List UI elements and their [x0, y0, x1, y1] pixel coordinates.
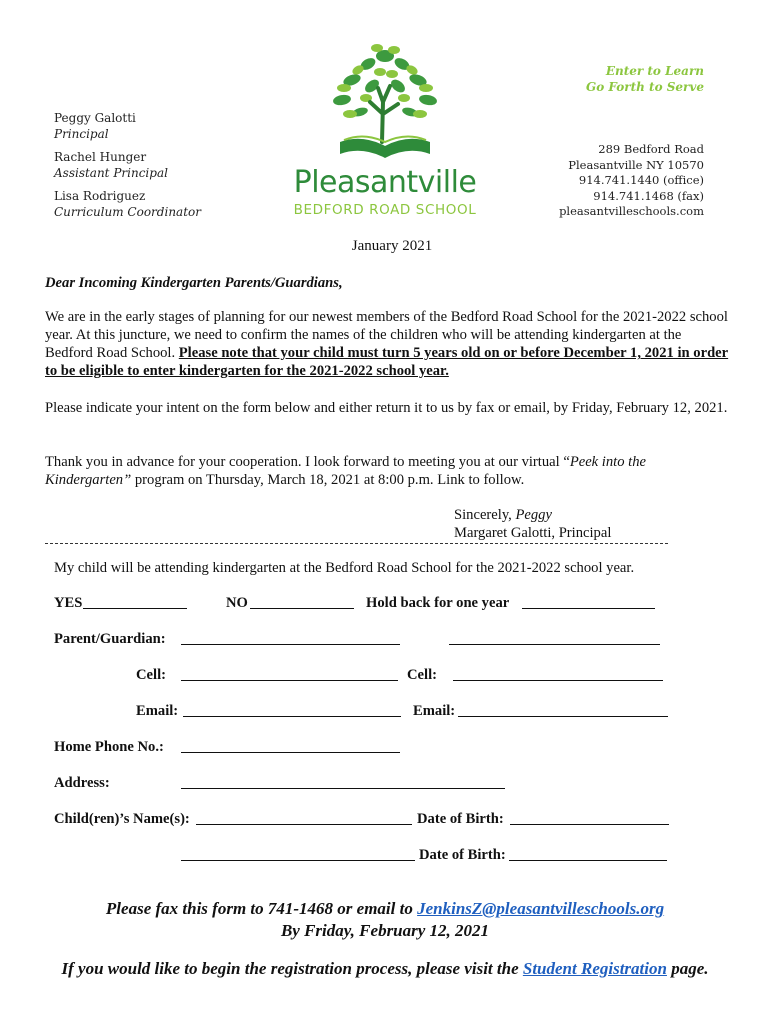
cell-label-2: Cell: — [407, 667, 437, 683]
dob-field-1[interactable] — [510, 824, 669, 825]
letter-paragraph-3 — [45, 453, 730, 489]
yes-label: YES — [54, 595, 83, 611]
cell-field-1[interactable] — [181, 680, 398, 681]
no-field[interactable] — [250, 608, 354, 609]
school-motto — [586, 63, 704, 95]
cell-field-2[interactable] — [453, 680, 663, 681]
registration-text: If you would like to begin the registration process, please visit the — [61, 959, 523, 978]
cell-label-1: Cell: — [136, 667, 166, 683]
email-label-1: Email: — [136, 703, 179, 719]
parent-guardian-label: Parent/Guardian: — [54, 631, 166, 647]
email-field-1[interactable] — [183, 716, 401, 717]
website: pleasantvilleschools.com — [559, 204, 704, 218]
parent-guardian-field-2[interactable] — [449, 644, 660, 645]
dob-label-2: Date of Birth: — [419, 847, 506, 863]
letter-greeting: Dear Incoming Kindergarten Parents/Guardians, — [45, 275, 343, 291]
email-label-2: Email: — [413, 703, 456, 719]
children-names-label: Child(ren)’s Name(s): — [54, 811, 190, 827]
motto-line: Go Forth to Serve — [585, 80, 704, 94]
child-name-field-2[interactable] — [181, 860, 415, 861]
address-label: Address: — [54, 775, 110, 791]
signature-block — [454, 506, 611, 542]
address-line: 289 Bedford Road — [598, 142, 704, 156]
school-logo-name: Pleasantville — [293, 165, 477, 200]
fax-instructions — [0, 898, 770, 942]
signer-name: Margaret Galotti, Principal — [454, 525, 612, 541]
holdback-label: Hold back for one year — [366, 595, 510, 611]
no-label: NO — [226, 595, 248, 611]
staff-role: Principal — [54, 127, 109, 141]
paragraph-text: program on Thursday, March 18, 2021 at 8:00 p.m. Link to follow. — [131, 472, 525, 488]
staff-name: Lisa Rodriguez — [54, 189, 146, 203]
form-intro: My child will be attending kindergarten at the Bedford Road School for the 2021-2022 school year. — [54, 560, 635, 576]
yes-field[interactable] — [83, 608, 187, 609]
staff-name: Rachel Hunger — [54, 150, 147, 164]
holdback-field[interactable] — [522, 608, 655, 609]
deadline: By Friday, February 12, 2021 — [280, 921, 490, 940]
letter-paragraph-1 — [45, 308, 730, 380]
sign-off: Sincerely, — [454, 507, 512, 523]
student-registration-link[interactable]: Student Registration — [522, 959, 667, 978]
staff-role: Assistant Principal — [54, 166, 168, 180]
motto-line: Enter to Learn — [605, 64, 704, 78]
staff-list — [54, 110, 201, 220]
eligibility-note: Please note that your child must turn 5 years old on or before December 1, 2021 in order to be eligible to enter kindergarten for the 2021-2022 school year. — [45, 345, 729, 379]
fax-number: 914.741.1468 (fax) — [593, 188, 704, 203]
school-contact — [559, 142, 704, 220]
email-field-2[interactable] — [458, 716, 668, 717]
letter-paragraph-2: Please indicate your intent on the form below and either return it to us by fax or email, by Friday, February 12, 2021. — [45, 400, 728, 416]
paragraph-text: We are in the early stages of planning for our newest members of the Bedford Road School for the 2021-2022 school year. At this juncture, we need to confirm the names of the children who will be attending kindergarten at the Bedford Road School. — [45, 309, 728, 361]
home-phone-field[interactable] — [181, 752, 400, 753]
staff-name: Peggy Galotti — [54, 111, 136, 125]
city-line: Pleasantville NY 10570 — [568, 157, 704, 172]
program-name: Peek into the Kindergarten” — [45, 454, 646, 488]
letter-date: January 2021 — [351, 238, 433, 254]
registration-note — [0, 958, 770, 980]
school-logo-subtitle: BEDFORD ROAD SCHOOL — [293, 202, 477, 218]
parent-guardian-field-1[interactable] — [181, 644, 400, 645]
paragraph-text: Thank you in advance for your cooperation. I look forward to meeting you at our virtual “ — [45, 454, 570, 470]
registration-end: page. — [666, 959, 709, 978]
dob-field-2[interactable] — [509, 860, 667, 861]
child-name-field-1[interactable] — [196, 824, 412, 825]
fax-text: Please fax this form to 741-1468 or email to — [105, 899, 418, 918]
home-phone-label: Home Phone No.: — [54, 739, 164, 755]
cut-line — [45, 543, 668, 544]
email-link[interactable]: JenkinsZ@pleasantvilleschools.org — [417, 899, 665, 918]
address-field[interactable] — [181, 788, 505, 789]
office-phone: 914.741.1440 (office) — [578, 173, 704, 187]
staff-role: Curriculum Coordinator — [54, 205, 201, 219]
tree-book-icon — [282, 42, 488, 166]
dob-label-1: Date of Birth: — [417, 811, 504, 827]
signature: Peggy — [515, 507, 552, 523]
